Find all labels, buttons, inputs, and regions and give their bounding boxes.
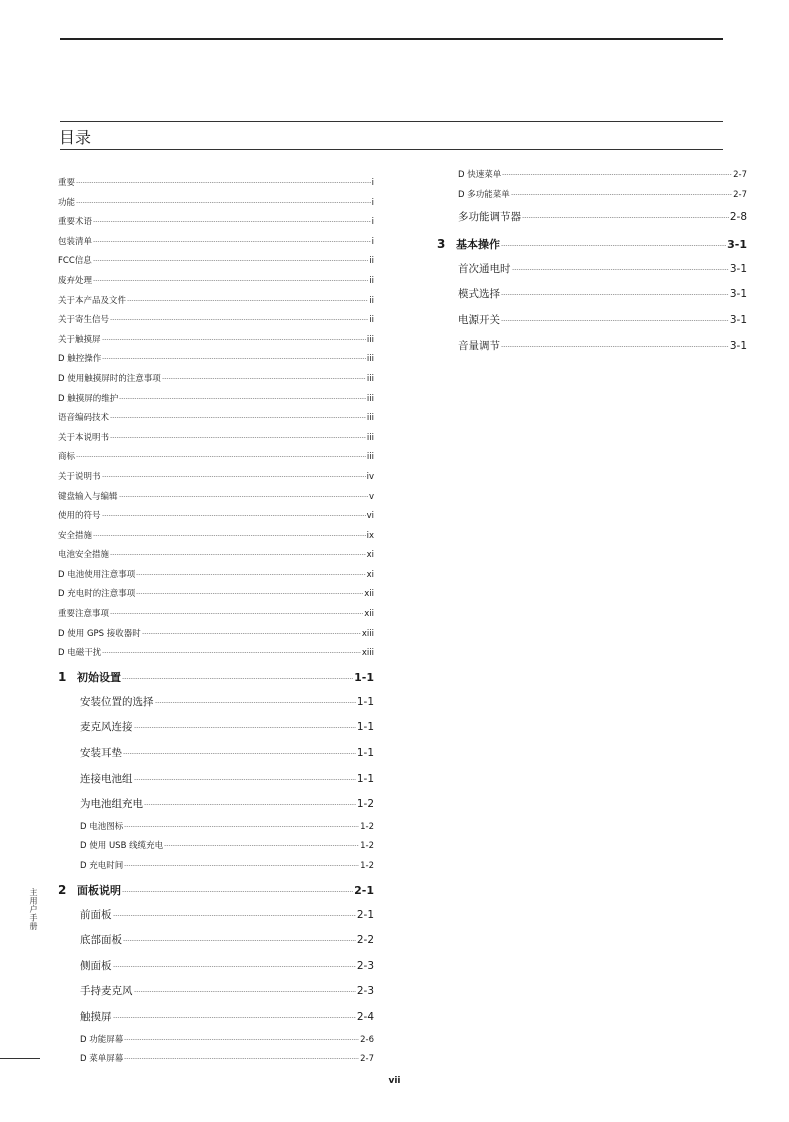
dot-leader — [102, 339, 366, 340]
dot-leader — [155, 702, 356, 703]
toc-entry-label: D 功能屏幕 — [80, 1034, 124, 1045]
toc-entry-page: i — [371, 197, 374, 208]
toc-entry-page: 1-2 — [360, 861, 374, 871]
dot-leader — [93, 241, 371, 242]
toc-entry[interactable] — [58, 527, 374, 547]
toc-entry-page: xiii — [361, 628, 374, 639]
dot-leader — [110, 554, 366, 555]
toc-entry[interactable] — [58, 954, 374, 980]
toc-entry[interactable] — [58, 928, 374, 954]
toc-entry-label: D 触控操作 — [58, 354, 102, 365]
toc-entry-page: 2-4 — [356, 1010, 374, 1023]
toc-entry-label: 触摸屏 — [80, 1010, 112, 1023]
toc-entry[interactable] — [58, 903, 374, 929]
toc-entry-label: 关于寄生信号 — [58, 315, 110, 326]
toc-entry-page: 1-1 — [356, 772, 374, 785]
toc-entry[interactable] — [58, 233, 374, 253]
toc-entry-label: D 快速菜单 — [458, 170, 502, 180]
toc-entry[interactable] — [58, 792, 374, 818]
dot-leader — [102, 358, 366, 359]
chapter-title: 面板说明 — [77, 883, 121, 897]
toc-entry-page: ix — [366, 530, 374, 541]
toc-entry-label: D 电池使用注意事项 — [58, 569, 136, 580]
toc-entry-page: i — [371, 236, 374, 247]
page-number: vii — [388, 1076, 401, 1086]
toc-entry-page: vi — [366, 511, 374, 522]
toc-entry[interactable] — [58, 488, 374, 508]
dot-leader — [102, 515, 366, 516]
toc-entry[interactable] — [58, 818, 374, 838]
dot-leader — [501, 320, 729, 321]
dot-leader — [142, 633, 361, 634]
toc-left-column — [58, 174, 374, 1070]
toc-entry[interactable] — [58, 252, 374, 272]
dot-leader — [102, 652, 361, 653]
toc-entry-page: 2-8 — [729, 211, 747, 224]
toc-entry[interactable] — [58, 625, 374, 645]
toc-entry[interactable] — [58, 857, 374, 877]
toc-entry-page: 1-2 — [360, 821, 374, 832]
toc-entry-label: D 使用 GPS 接收器时 — [58, 628, 141, 639]
dot-leader — [511, 194, 732, 195]
toc-entry-label: D 菜单屏幕 — [80, 1054, 124, 1065]
dot-leader — [93, 260, 369, 261]
title-rule-top — [60, 121, 723, 122]
toc-entry[interactable] — [58, 1031, 374, 1051]
dot-leader — [76, 182, 371, 183]
dot-leader — [501, 294, 729, 295]
toc-entry[interactable] — [58, 311, 374, 331]
toc-entry-label: D 充电时间 — [80, 861, 124, 871]
toc-entry-label: 安装位置的选择 — [80, 695, 154, 708]
toc-entry-page: ii — [369, 295, 374, 306]
dot-leader — [127, 300, 368, 301]
dot-leader — [110, 613, 363, 614]
toc-entry-label: D 充电时的注意事项 — [58, 589, 136, 600]
toc-entry[interactable] — [58, 585, 374, 605]
dot-leader — [122, 678, 353, 679]
page-title: 目录 — [59, 128, 92, 147]
toc-entry[interactable] — [58, 331, 374, 351]
toc-entry-label: 麦克风连接 — [80, 721, 133, 734]
toc-entry-label: 废弃处理 — [58, 275, 93, 286]
toc-entry-page: iii — [366, 354, 374, 365]
toc-entry-page: 2-3 — [356, 959, 374, 972]
toc-entry[interactable] — [437, 257, 747, 283]
toc-entry[interactable] — [437, 205, 747, 231]
toc-entry-page: 2-3 — [356, 985, 374, 998]
toc-entry-label: 模式选择 — [458, 288, 500, 301]
dot-leader — [113, 915, 356, 916]
dot-leader — [164, 845, 359, 846]
toc-entry[interactable] — [58, 767, 374, 793]
dot-leader — [122, 891, 353, 892]
toc-entry-page: iii — [366, 373, 374, 384]
toc-entry-label: 底部面板 — [80, 934, 122, 947]
toc-entry-page: iv — [366, 471, 374, 482]
toc-entry-label — [58, 877, 121, 904]
toc-entry-page: iii — [366, 334, 374, 345]
toc-entry-label: 重要注意事项 — [58, 609, 110, 620]
toc-entry-label: 侧面板 — [80, 959, 112, 972]
toc-entry-page: 2-7 — [733, 189, 747, 200]
toc-entry-page: 3-1 — [729, 313, 747, 326]
toc-entry-label: 使用的符号 — [58, 511, 101, 522]
toc-entry-page: 3-1 — [729, 339, 747, 352]
toc-entry-label: 安全措施 — [58, 530, 93, 541]
toc-entry-page: 3-1 — [729, 288, 747, 301]
toc-entry[interactable] — [58, 448, 374, 468]
toc-entry-page: ii — [369, 275, 374, 286]
toc-entry-label: D 使用 USB 线缆充电 — [80, 841, 164, 852]
toc-entry[interactable] — [58, 429, 374, 449]
toc-entry[interactable] — [58, 174, 374, 194]
toc-entry-page: 1-1 — [356, 747, 374, 760]
dot-leader — [113, 966, 356, 967]
toc-entry-label: 关于本说明书 — [58, 432, 110, 443]
toc-entry[interactable] — [58, 837, 374, 857]
dot-leader — [134, 779, 356, 780]
toc-entry-page: iii — [366, 413, 374, 424]
dot-leader — [124, 826, 359, 827]
toc-entry-label: 电池安全措施 — [58, 550, 110, 561]
toc-entry-label: D 电池图标 — [80, 821, 124, 832]
dot-leader — [123, 753, 356, 754]
chapter-number: 2 — [58, 882, 67, 897]
toc-right-column — [437, 166, 747, 359]
toc-entry-label: 连接电池组 — [80, 772, 133, 785]
toc-entry[interactable] — [58, 741, 374, 767]
toc-entry[interactable] — [58, 507, 374, 527]
dot-leader — [119, 398, 366, 399]
toc-entry-label: D 多功能菜单 — [458, 189, 510, 200]
dot-leader — [134, 991, 356, 992]
toc-entry-label: 手持麦克风 — [80, 985, 133, 998]
toc-entry-label — [58, 664, 121, 691]
toc-entry[interactable] — [437, 231, 747, 257]
toc-entry-label: 安装耳垫 — [80, 747, 122, 760]
dot-leader — [144, 804, 356, 805]
chapter-number: 3 — [437, 236, 446, 251]
toc-entry-label: 电源开关 — [458, 313, 500, 326]
dot-leader — [134, 727, 356, 728]
toc-entry[interactable] — [58, 605, 374, 625]
toc-entry-page: 2-1 — [354, 883, 374, 897]
toc-entry-page: iii — [366, 432, 374, 443]
toc-entry[interactable] — [58, 370, 374, 390]
dot-leader — [93, 280, 368, 281]
toc-entry[interactable] — [58, 546, 374, 566]
dot-leader — [123, 940, 356, 941]
toc-entry-label: 包装清单 — [58, 236, 93, 247]
toc-entry-page: 2-2 — [356, 934, 374, 947]
toc-entry[interactable] — [437, 308, 747, 334]
dot-leader — [110, 319, 368, 320]
toc-entry-page: xi — [366, 550, 374, 561]
dot-leader — [93, 535, 366, 536]
toc-entry-page: ii — [369, 256, 374, 267]
toc-entry[interactable] — [58, 644, 374, 664]
toc-entry-page: 1-1 — [354, 670, 374, 684]
chapter-title: 初始设置 — [77, 670, 121, 684]
toc-entry-label: 首次通电时 — [458, 262, 511, 275]
toc-entry-page: iii — [366, 452, 374, 463]
footer-rule — [0, 1058, 40, 1059]
dot-leader — [76, 202, 371, 203]
dot-leader — [110, 417, 366, 418]
dot-leader — [512, 269, 729, 270]
toc-entry-page: 3-1 — [727, 237, 747, 251]
toc-entry[interactable] — [58, 409, 374, 429]
toc-entry[interactable] — [58, 1050, 374, 1070]
dot-leader — [502, 174, 732, 175]
toc-entry-page: 2-6 — [360, 1034, 374, 1045]
dot-leader — [76, 456, 366, 457]
dot-leader — [119, 496, 368, 497]
title-rule-bottom — [60, 149, 723, 150]
toc-entry[interactable] — [58, 292, 374, 312]
toc-entry-page: 3-1 — [729, 262, 747, 275]
toc-entry-label: D 触摸屏的维护 — [58, 393, 119, 404]
side-label: 主用户手册 — [29, 888, 38, 931]
toc-entry-page: iii — [366, 393, 374, 404]
toc-entry[interactable] — [437, 186, 747, 206]
toc-entry-page: 2-1 — [356, 908, 374, 921]
toc-entry[interactable] — [437, 282, 747, 308]
toc-entry-page: xiii — [361, 648, 374, 659]
dot-leader — [522, 217, 729, 218]
toc-entry-label: 多功能调节器 — [458, 211, 521, 224]
toc-entry[interactable] — [58, 390, 374, 410]
toc-entry-page: xii — [364, 589, 374, 600]
toc-entry[interactable] — [58, 979, 374, 1005]
dot-leader — [501, 245, 726, 246]
toc-entry-label: 关于本产品及文件 — [58, 295, 127, 306]
toc-entry[interactable] — [58, 272, 374, 292]
toc-entry[interactable] — [58, 877, 374, 903]
dot-leader — [136, 574, 365, 575]
toc-entry-page: i — [371, 217, 374, 228]
toc-entry-page: v — [368, 491, 374, 502]
toc-entry-label: 键盘输入与编辑 — [58, 491, 118, 502]
toc-entry-page: xii — [364, 609, 374, 620]
toc-entry-label: FCC信息 — [58, 256, 92, 267]
toc-entry-label: D 电磁干扰 — [58, 648, 102, 659]
toc-entry[interactable] — [58, 664, 374, 690]
dot-leader — [110, 437, 366, 438]
toc-entry-label: D 使用触摸屏时的注意事项 — [58, 373, 161, 384]
dot-leader — [113, 1017, 356, 1018]
dot-leader — [162, 378, 366, 379]
toc-entry-label: 音量调节 — [458, 339, 500, 352]
dot-leader — [501, 346, 729, 347]
toc-entry[interactable] — [58, 213, 374, 233]
toc-entry-page: 1-1 — [356, 721, 374, 734]
toc-entry-page: 2-7 — [733, 170, 747, 180]
toc-entry-label: 语音编码技术 — [58, 413, 110, 424]
toc-entry[interactable] — [58, 350, 374, 370]
toc-entry[interactable] — [58, 566, 374, 586]
chapter-title: 基本操作 — [456, 237, 500, 251]
toc-entry-label: 重要 — [58, 178, 76, 188]
toc-entry-label — [437, 231, 500, 258]
toc-entry-label: 关于说明书 — [58, 471, 101, 482]
toc-entry-label: 关于触摸屏 — [58, 334, 101, 345]
toc-entry[interactable] — [58, 194, 374, 214]
dot-leader — [124, 1039, 359, 1040]
toc-entry[interactable] — [58, 468, 374, 488]
toc-entry-label: 重要术语 — [58, 217, 93, 228]
toc-entry-page: i — [371, 178, 374, 188]
dot-leader — [102, 476, 366, 477]
dot-leader — [136, 593, 363, 594]
toc-entry[interactable] — [437, 334, 747, 360]
dot-leader — [124, 1058, 359, 1059]
toc-entry[interactable] — [58, 715, 374, 741]
toc-entry[interactable] — [437, 166, 747, 186]
toc-entry-page: 1-1 — [356, 695, 374, 708]
dot-leader — [93, 221, 371, 222]
toc-entry-label: 前面板 — [80, 908, 112, 921]
toc-entry-page: 1-2 — [356, 798, 374, 811]
toc-entry-page: xi — [366, 569, 374, 580]
toc-entry-page: ii — [369, 315, 374, 326]
toc-entry-label: 为电池组充电 — [80, 798, 143, 811]
toc-entry-page: 2-7 — [360, 1054, 374, 1065]
toc-entry-label: 商标 — [58, 452, 76, 463]
toc-entry[interactable] — [58, 690, 374, 716]
toc-entry[interactable] — [58, 1005, 374, 1031]
toc-entry-page: 1-2 — [360, 841, 374, 852]
chapter-number: 1 — [58, 669, 67, 684]
toc-entry-label: 功能 — [58, 197, 76, 208]
dot-leader — [124, 865, 359, 866]
header-rule — [60, 38, 723, 40]
